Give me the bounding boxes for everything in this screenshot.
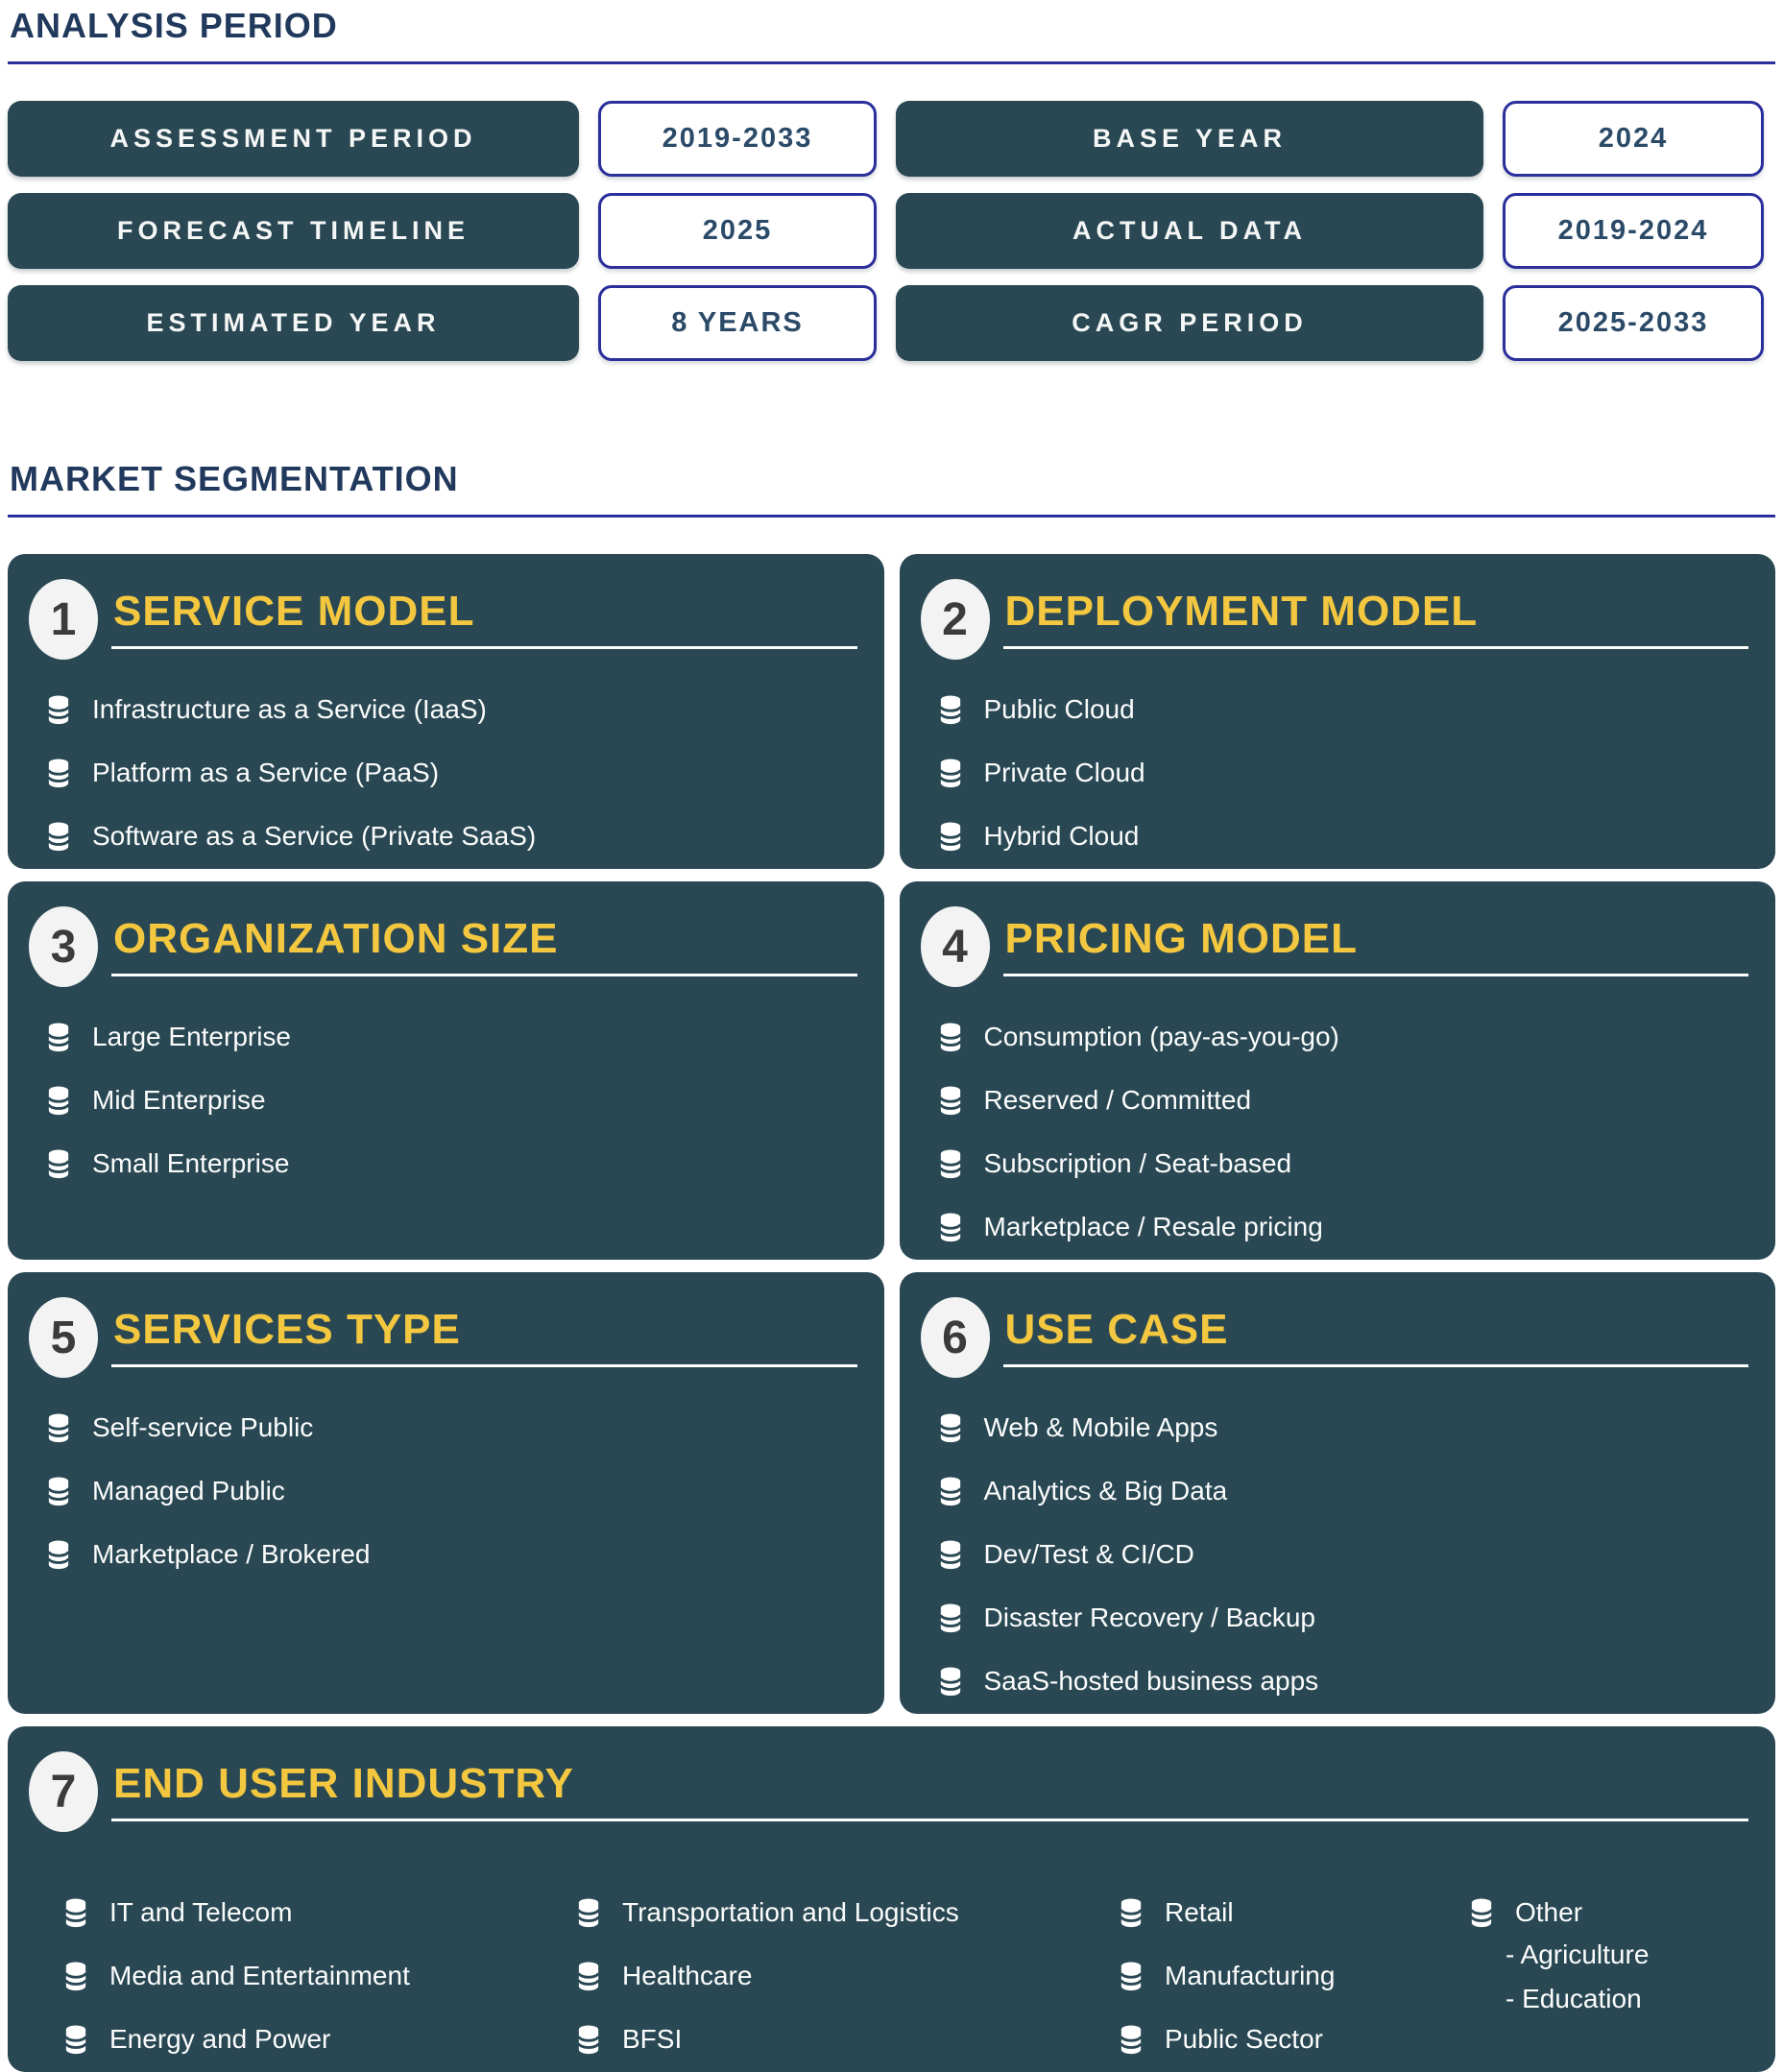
period-label: BASE YEAR — [896, 101, 1483, 177]
card-title: ORGANIZATION SIZE — [113, 915, 559, 963]
list-item — [46, 758, 857, 788]
list-item — [46, 1539, 857, 1570]
card-title: USE CASE — [1004, 1306, 1229, 1354]
list-item-label: Software as a Service (Private SaaS) — [92, 821, 537, 851]
list-item — [938, 1539, 1749, 1570]
list-item — [46, 1476, 857, 1506]
card-item-list — [1469, 1897, 1748, 1928]
list-item — [938, 1212, 1749, 1242]
list-item — [63, 2024, 559, 2055]
list-item-label: Hybrid Cloud — [983, 821, 1140, 851]
card-title-underline — [1003, 1308, 1749, 1366]
database-icon — [46, 822, 71, 852]
list-item — [46, 821, 857, 852]
list-item-label: Consumption (pay-as-you-go) — [983, 1022, 1339, 1051]
card-title-underline — [1003, 917, 1749, 976]
list-item-label: Other — [1515, 1897, 1583, 1927]
card-number-badge: 6 — [921, 1297, 990, 1378]
list-item — [938, 694, 1749, 725]
period-label: ESTIMATED YEAR — [8, 285, 579, 361]
list-item — [938, 1412, 1749, 1443]
list-item-label: Platform as a Service (PaaS) — [92, 758, 440, 787]
card-header — [29, 1751, 1748, 1832]
card-item-list — [576, 1897, 1101, 2055]
industry-column — [1101, 1863, 1452, 2055]
card-title: SERVICE MODEL — [113, 588, 475, 636]
card-header — [921, 1297, 1749, 1378]
database-icon — [938, 1540, 963, 1570]
database-icon — [46, 1477, 71, 1506]
database-icon — [938, 1213, 963, 1242]
card-header — [921, 579, 1749, 660]
list-item-label: Disaster Recovery / Backup — [983, 1602, 1315, 1632]
database-icon — [938, 759, 963, 788]
segment-card-service-model — [8, 554, 884, 869]
period-label: CAGR PERIOD — [896, 285, 1483, 361]
card-number-badge: 4 — [921, 906, 990, 987]
list-item — [1119, 1961, 1452, 1991]
database-icon — [576, 1898, 601, 1928]
list-item — [46, 1148, 857, 1179]
database-icon — [1119, 2025, 1144, 2055]
analysis-period-section — [8, 6, 1775, 361]
database-icon — [938, 1023, 963, 1052]
database-icon — [46, 1540, 71, 1570]
database-icon — [938, 1413, 963, 1443]
card-title-underline — [111, 1308, 857, 1366]
database-icon — [576, 2025, 601, 2055]
card-number-badge: 3 — [29, 906, 98, 987]
list-item-label: Retail — [1165, 1897, 1234, 1927]
card-header — [29, 906, 857, 987]
list-item — [938, 1602, 1749, 1633]
period-value: 2025 — [598, 193, 877, 269]
database-icon — [938, 1603, 963, 1633]
market-segmentation-title: MARKET SEGMENTATION — [10, 459, 459, 498]
industry-column — [46, 1863, 559, 2055]
database-icon — [46, 1086, 71, 1116]
database-icon — [1119, 1962, 1144, 1991]
card-number-badge: 5 — [29, 1297, 98, 1378]
card-header — [921, 906, 1749, 987]
card-item-list — [938, 694, 1749, 852]
segment-card-deployment-model — [900, 554, 1776, 869]
list-item-label: IT and Telecom — [109, 1897, 293, 1927]
period-value: 8 YEARS — [598, 285, 877, 361]
database-icon — [1119, 1898, 1144, 1928]
industry-columns — [46, 1863, 1748, 2055]
database-icon — [63, 2025, 88, 2055]
list-item — [938, 1148, 1749, 1179]
card-item-list — [63, 1897, 559, 2055]
period-label: ACTUAL DATA — [896, 193, 1483, 269]
database-icon — [938, 1477, 963, 1506]
list-item-label: Dev/Test & CI/CD — [983, 1539, 1194, 1569]
card-title-underline — [111, 590, 857, 648]
list-item-label: Marketplace / Brokered — [92, 1539, 371, 1569]
period-grid — [8, 101, 1775, 361]
analysis-period-title: ANALYSIS PERIOD — [10, 6, 338, 45]
industry-other-sublist — [1506, 1939, 1748, 2014]
list-item — [1469, 1897, 1748, 1928]
database-icon — [46, 1023, 71, 1052]
market-segmentation-section — [8, 459, 1775, 2072]
database-icon — [938, 695, 963, 725]
card-header — [29, 579, 857, 660]
list-item-label: Healthcare — [622, 1961, 753, 1990]
industry-column — [559, 1863, 1101, 2055]
card-number-badge: 7 — [29, 1751, 98, 1832]
list-item-label: Energy and Power — [109, 2024, 331, 2054]
list-item-label: Small Enterprise — [92, 1148, 290, 1178]
database-icon — [46, 1149, 71, 1179]
list-item — [63, 1961, 559, 1991]
database-icon — [938, 822, 963, 852]
list-item — [576, 1897, 1101, 1928]
card-item-list — [938, 1022, 1749, 1242]
list-item-label: Subscription / Seat-based — [983, 1148, 1292, 1178]
card-title-underline — [1003, 590, 1749, 648]
segment-card-end-user-industry — [8, 1726, 1775, 2072]
database-icon — [1469, 1898, 1494, 1928]
list-item — [46, 1412, 857, 1443]
card-title-underline — [111, 917, 857, 976]
period-value: 2019-2024 — [1503, 193, 1764, 269]
card-title-underline — [111, 1762, 1748, 1820]
list-item-label: Large Enterprise — [92, 1022, 292, 1051]
segment-card-pricing-model — [900, 881, 1776, 1260]
card-item-list — [46, 1412, 857, 1570]
card-item-list — [46, 1022, 857, 1179]
list-item-label: Media and Entertainment — [109, 1961, 410, 1990]
card-title: SERVICES TYPE — [113, 1306, 461, 1354]
sub-list-item: - Agriculture — [1506, 1939, 1650, 1969]
list-item-label: Infrastructure as a Service (IaaS) — [92, 694, 487, 724]
list-item — [1119, 1897, 1452, 1928]
list-item-label: Mid Enterprise — [92, 1085, 266, 1115]
list-item-label: Transportation and Logistics — [622, 1897, 959, 1927]
card-item-list — [938, 1412, 1749, 1697]
card-item-list — [46, 694, 857, 852]
list-item-label: Managed Public — [92, 1476, 285, 1506]
sub-list-item: - Education — [1506, 1984, 1642, 2013]
segment-card-use-case — [900, 1272, 1776, 1714]
list-item — [938, 1476, 1749, 1506]
list-item — [46, 1022, 857, 1052]
period-label: FORECAST TIMELINE — [8, 193, 579, 269]
card-title: END USER INDUSTRY — [113, 1760, 574, 1808]
card-title: PRICING MODEL — [1004, 915, 1358, 963]
list-item-label: Analytics & Big Data — [983, 1476, 1228, 1506]
industry-column — [1452, 1863, 1748, 2055]
list-item — [576, 2024, 1101, 2055]
database-icon — [63, 1898, 88, 1928]
database-icon — [938, 1667, 963, 1697]
list-item-label: BFSI — [622, 2024, 683, 2054]
list-item-label: Self-service Public — [92, 1412, 314, 1442]
section-divider — [8, 61, 1775, 64]
card-title: DEPLOYMENT MODEL — [1004, 588, 1479, 636]
segment-card-organization-size — [8, 881, 884, 1260]
card-item-list — [1119, 1897, 1452, 2055]
database-icon — [576, 1962, 601, 1991]
list-item — [46, 694, 857, 725]
list-item — [938, 758, 1749, 788]
list-item-label: SaaS-hosted business apps — [983, 1666, 1319, 1696]
card-number-badge: 2 — [921, 579, 990, 660]
list-item — [1119, 2024, 1452, 2055]
list-item-label: Manufacturing — [1165, 1961, 1336, 1990]
list-item — [46, 1085, 857, 1116]
card-header — [29, 1297, 857, 1378]
list-item-label: Marketplace / Resale pricing — [983, 1212, 1323, 1241]
list-item-label: Reserved / Committed — [983, 1085, 1252, 1115]
period-value: 2024 — [1503, 101, 1764, 177]
list-item — [938, 1085, 1749, 1116]
database-icon — [63, 1962, 88, 1991]
section-divider — [8, 515, 1775, 518]
period-value: 2019-2033 — [598, 101, 877, 177]
list-item-label: Private Cloud — [983, 758, 1145, 787]
list-item — [938, 1022, 1749, 1052]
list-item-label: Public Cloud — [983, 694, 1135, 724]
period-label: ASSESSMENT PERIOD — [8, 101, 579, 177]
database-icon — [46, 759, 71, 788]
period-value: 2025-2033 — [1503, 285, 1764, 361]
database-icon — [46, 1413, 71, 1443]
list-item-label: Web & Mobile Apps — [983, 1412, 1218, 1442]
database-icon — [938, 1086, 963, 1116]
list-item — [938, 821, 1749, 852]
cards-grid — [8, 554, 1775, 2072]
segment-card-services-type — [8, 1272, 884, 1714]
list-item — [576, 1961, 1101, 1991]
database-icon — [938, 1149, 963, 1179]
list-item — [63, 1897, 559, 1928]
database-icon — [46, 695, 71, 725]
list-item — [938, 1666, 1749, 1697]
card-number-badge: 1 — [29, 579, 98, 660]
list-item-label: Public Sector — [1165, 2024, 1323, 2054]
